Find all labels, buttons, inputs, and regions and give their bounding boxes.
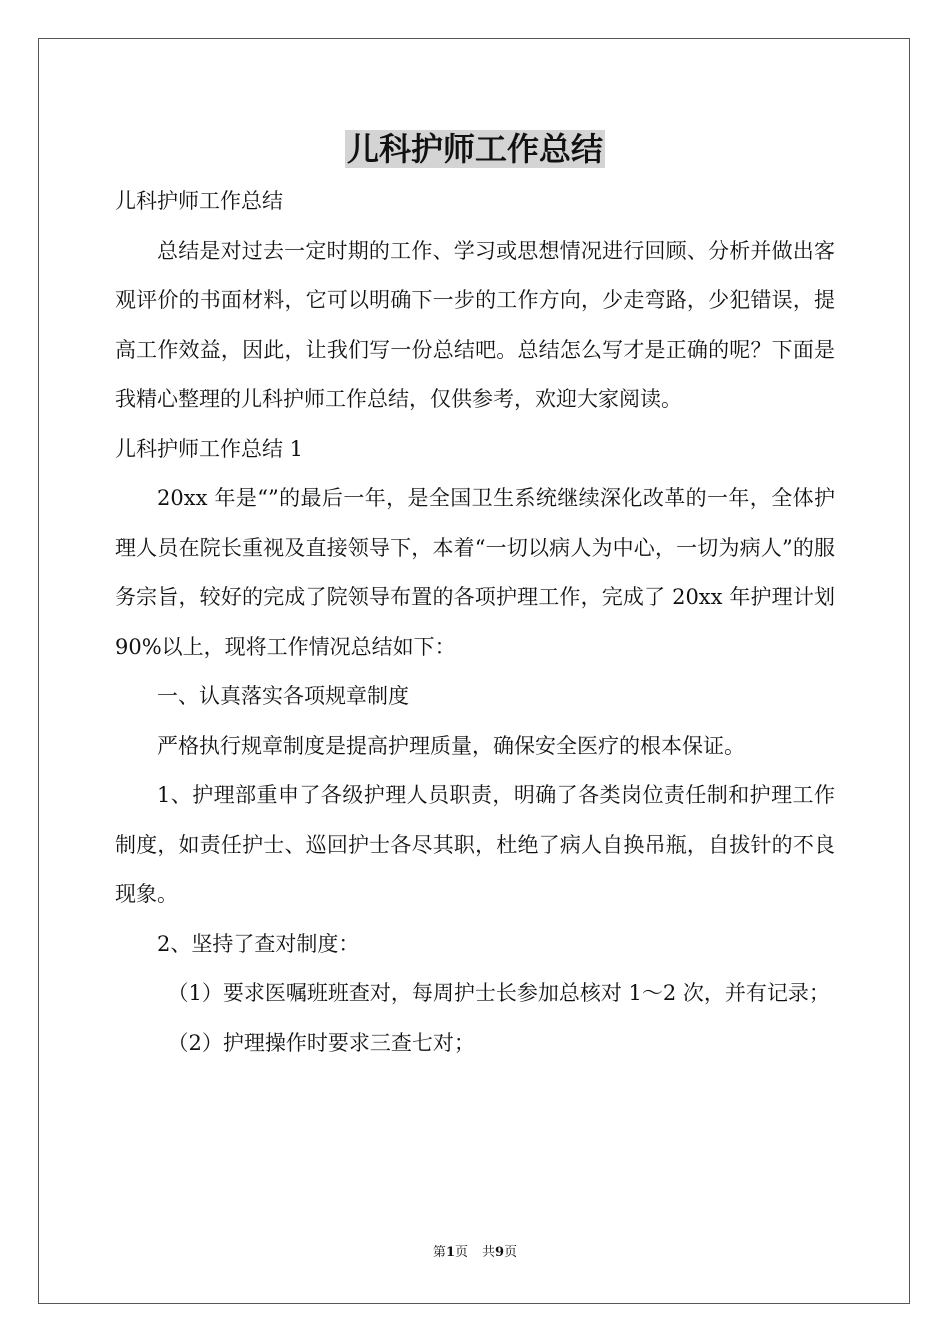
page-suffix: 页 (454, 1245, 468, 1260)
intro-paragraph: 总结是对过去一定时期的工作、学习或思想情况进行回顾、分析并做出客观评价的书面材料，它可以明确下一步的工作方向，少走弯路，少犯错误，提高工作效益，因此，让我们写一份总结吧。总结怎么写才是正确的呢？下面是我精心整理的儿科护师工作总结，仅供参考，欢迎大家阅读。 (115, 238, 835, 411)
page-footer (0, 1244, 950, 1262)
sub-list-item-1: （1）要求医嘱班班查对，每周护士长参加总核对 1～2 次，并有记录； (167, 981, 830, 1005)
rules-paragraph: 严格执行规章制度是提高护理质量，确保安全医疗的根本保证。 (157, 733, 745, 758)
section-heading: 儿科护师工作总结 1 (115, 436, 304, 461)
list-item-1: 1、护理部重申了各级护理人员职责，明确了各类岗位责任制和护理工作制度，如责任护士、巡回护士各尽其职，杜绝了病人自换吊瓶，自拔针的不良现象。 (115, 783, 835, 906)
total-prefix: 共 (482, 1245, 496, 1260)
document-subtitle: 儿科护师工作总结 (115, 189, 283, 213)
page-prefix: 第 (432, 1245, 446, 1260)
document-title-text: 儿科护师工作总结 (346, 130, 603, 168)
total-page-number: 9 (495, 1245, 505, 1260)
heading-rules: 一、认真落实各项规章制度 (157, 684, 409, 708)
document-body (115, 177, 835, 1068)
sub-list-item-2: （2）护理操作时要求三查七对； (167, 1030, 475, 1055)
list-item-2: 2、坚持了查对制度： (157, 931, 360, 956)
total-suffix: 页 (504, 1245, 518, 1260)
current-page-number: 1 (445, 1245, 455, 1260)
document-title (0, 126, 950, 172)
section-paragraph: 20xx 年是“”的最后一年，是全国卫生系统继续深化改革的一年，全体护理人员在院长重视及直接领导下，本着“一切以病人为中心，一切为病人”的服务宗旨，较好的完成了院领导布置的各项护理工作，完成了 20xx 年护理计划 90%以上，现将工作情况总结如下： (115, 486, 835, 659)
